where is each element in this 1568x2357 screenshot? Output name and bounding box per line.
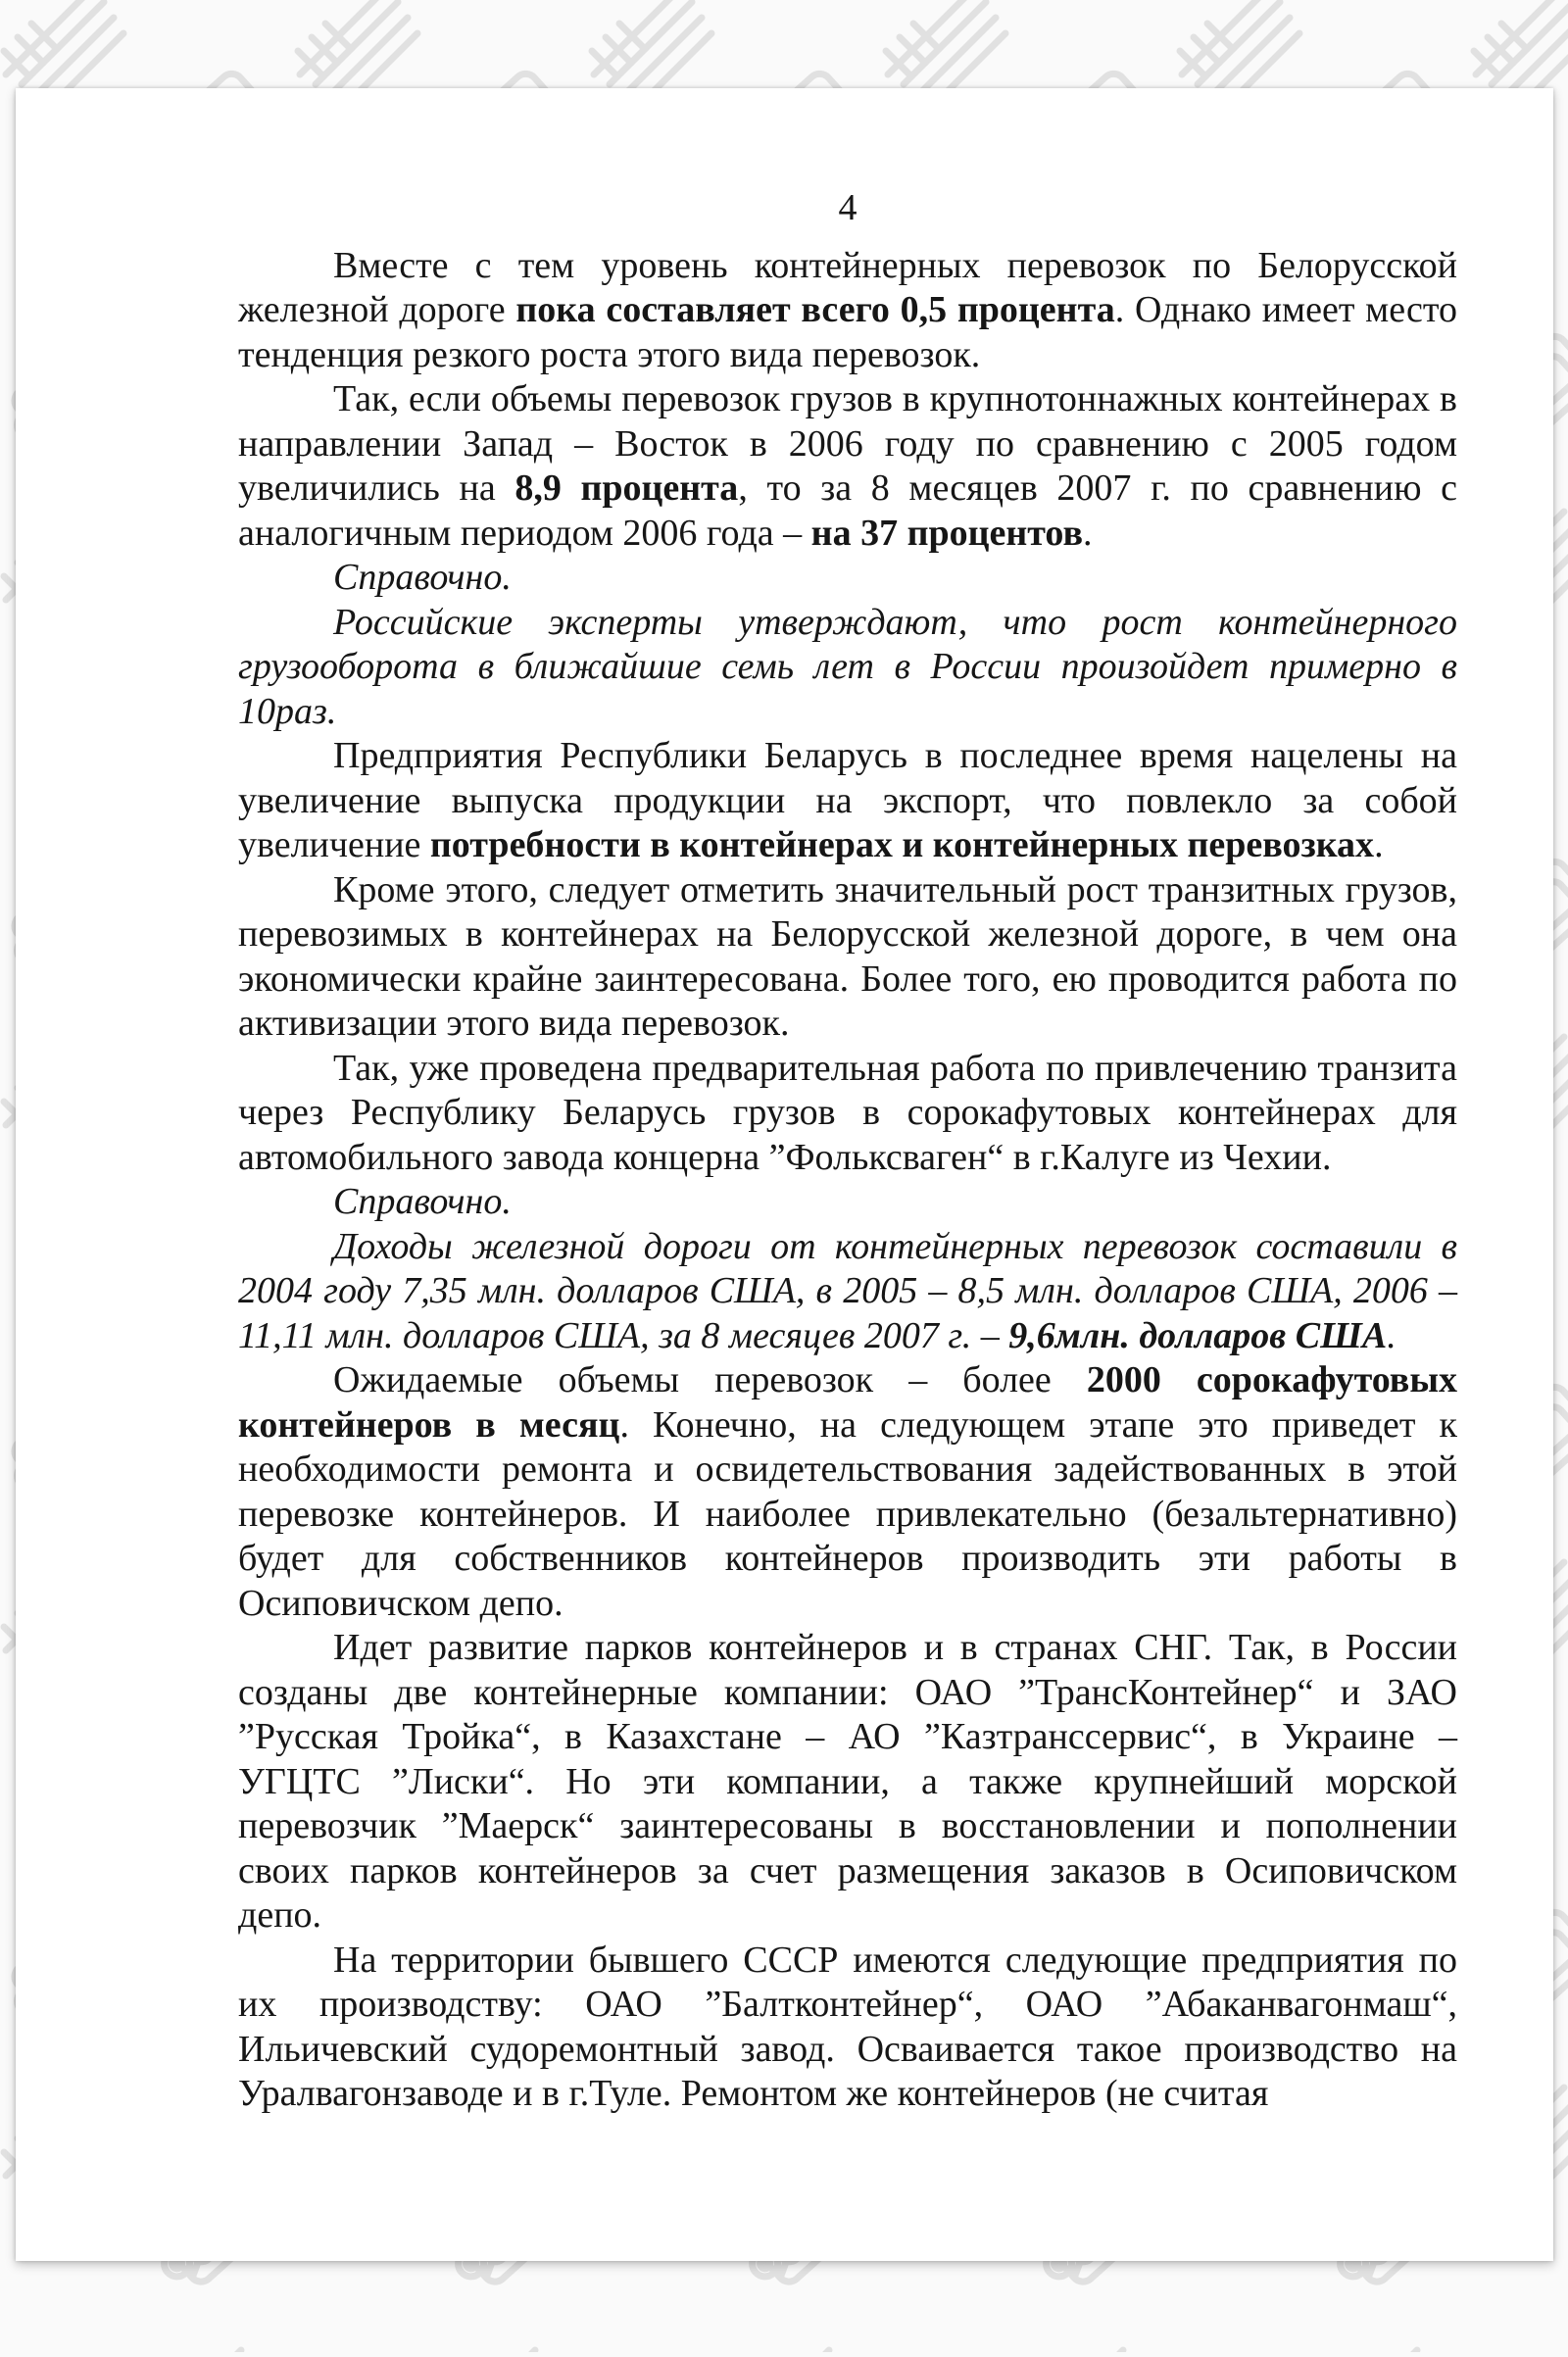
text-run: Справочно. <box>333 1181 512 1222</box>
document-page <box>16 88 1553 2261</box>
text-run: Справочно. <box>333 557 512 598</box>
paragraph <box>238 1225 1457 1359</box>
paragraph <box>238 734 1457 868</box>
paragraphs-container <box>238 244 1457 2117</box>
paragraph <box>238 601 1457 735</box>
paragraph <box>238 377 1457 556</box>
text-run: На территории бывшего СССР имеются следующие предприятия по их производству: ОАО ”Балтконтейнер“, ОАО ”Абаканвагонмаш“, Ильичевский судоремонтный завод. Осваивается такое производство на Уралвагонзаводе и в г.Туле. Ремонтом же контейнеров (не считая <box>238 1939 1457 2114</box>
paragraph <box>238 556 1457 601</box>
text-run: . <box>1083 512 1093 554</box>
paragraph <box>238 244 1457 378</box>
text-run: 2000 сорокафутовых контейнеров в месяц <box>238 1359 1457 1446</box>
paragraph <box>238 1358 1457 1626</box>
text-run: на 37 процентов <box>810 512 1083 554</box>
paragraph <box>238 1047 1457 1181</box>
text-run: . <box>1387 1314 1396 1356</box>
text-run: Так, если объемы перевозок грузов в крупнотоннажных контейнерах в направлении Запад – Восток в 2006 году по сравнению с 2005 годом увеличились на <box>238 378 1457 509</box>
text-run: Идет развитие парков контейнеров и в странах СНГ. Так, в России созданы две контейнерные компании: ОАО ”ТрансКонтейнер“ и ЗАО ”Русская Тройка“, в Казахстане – АО ”Казтранссервис“, в Украине – УГЦТС ”Лиски“. Но эти компании, а также крупнейший морской перевозчик ”Маерск“ заинтересованы в восстановлении и пополнении своих парков контейнеров за счет размещения заказов в Осиповичском депо. <box>238 1627 1457 1936</box>
text-run: пока составляет всего 0,5 процента <box>515 289 1115 330</box>
text-run: Так, уже проведена предварительная работа по привлечению транзита через Республику Беларусь грузов в сорокафутовых контейнерах для автомобильного завода концерна ”Фольксваген“ в г.Калуге из Чехии. <box>238 1047 1457 1178</box>
paragraph <box>238 868 1457 1047</box>
text-run: 8,9 процента <box>514 467 739 509</box>
text-run: Ожидаемые объемы перевозок – более <box>333 1359 1087 1400</box>
text-run: . Конечно, на следующем этапе это приведет к необходимости ремонта и освидетельствования задействованных в этой перевозке контейнеров. И наиболее привлекательно (безальтернативно) будет для собственников контейнеров производить эти работы в Осиповичском депо. <box>238 1403 1457 1624</box>
paragraph <box>238 1180 1457 1225</box>
text-run: 9,6млн. долларов США <box>1008 1314 1388 1356</box>
text-run: , то за 8 месяцев 2007 г. по сравнению с аналогичным периодом 2006 года – <box>238 467 1457 554</box>
paragraph <box>238 1939 1457 2117</box>
text-run: . Однако имеет место тенденция резкого роста этого вида перевозок. <box>238 289 1458 375</box>
text-run: Российские эксперты утверждают, что рост контейнерного грузооборота в ближайшие семь лет в России произойдет примерно в 10раз. <box>238 601 1457 732</box>
document-body <box>238 186 1457 2117</box>
page-number: 4 <box>838 187 858 228</box>
text-run: потребности в контейнерах и контейнерных перевозках <box>429 824 1375 865</box>
text-run: Предприятия Республики Беларусь в последнее время нацелены на увеличение выпуска продукции на экспорт, что повлекло за собой увеличение <box>238 735 1457 865</box>
paragraph <box>238 1626 1457 1939</box>
text-run: . <box>1374 824 1384 865</box>
text-run: Доходы железной дороги от контейнерных перевозок составили в 2004 году 7,35 млн. долларов США, в 2005 – 8,5 млн. долларов США, 2006 – 11,11 млн. долларов США, за 8 месяцев 2007 г. – <box>238 1225 1457 1356</box>
text-run: Вместе с тем уровень контейнерных перевозок по Белорусской железной дороге <box>238 244 1457 330</box>
text-run: Кроме этого, следует отметить значительный рост транзитных грузов, перевозимых в контейнерах на Белорусской железной дороге, в чем она экономически крайне заинтересована. Более того, ею проводится работа по активизации этого вида перевозок. <box>238 868 1457 1044</box>
